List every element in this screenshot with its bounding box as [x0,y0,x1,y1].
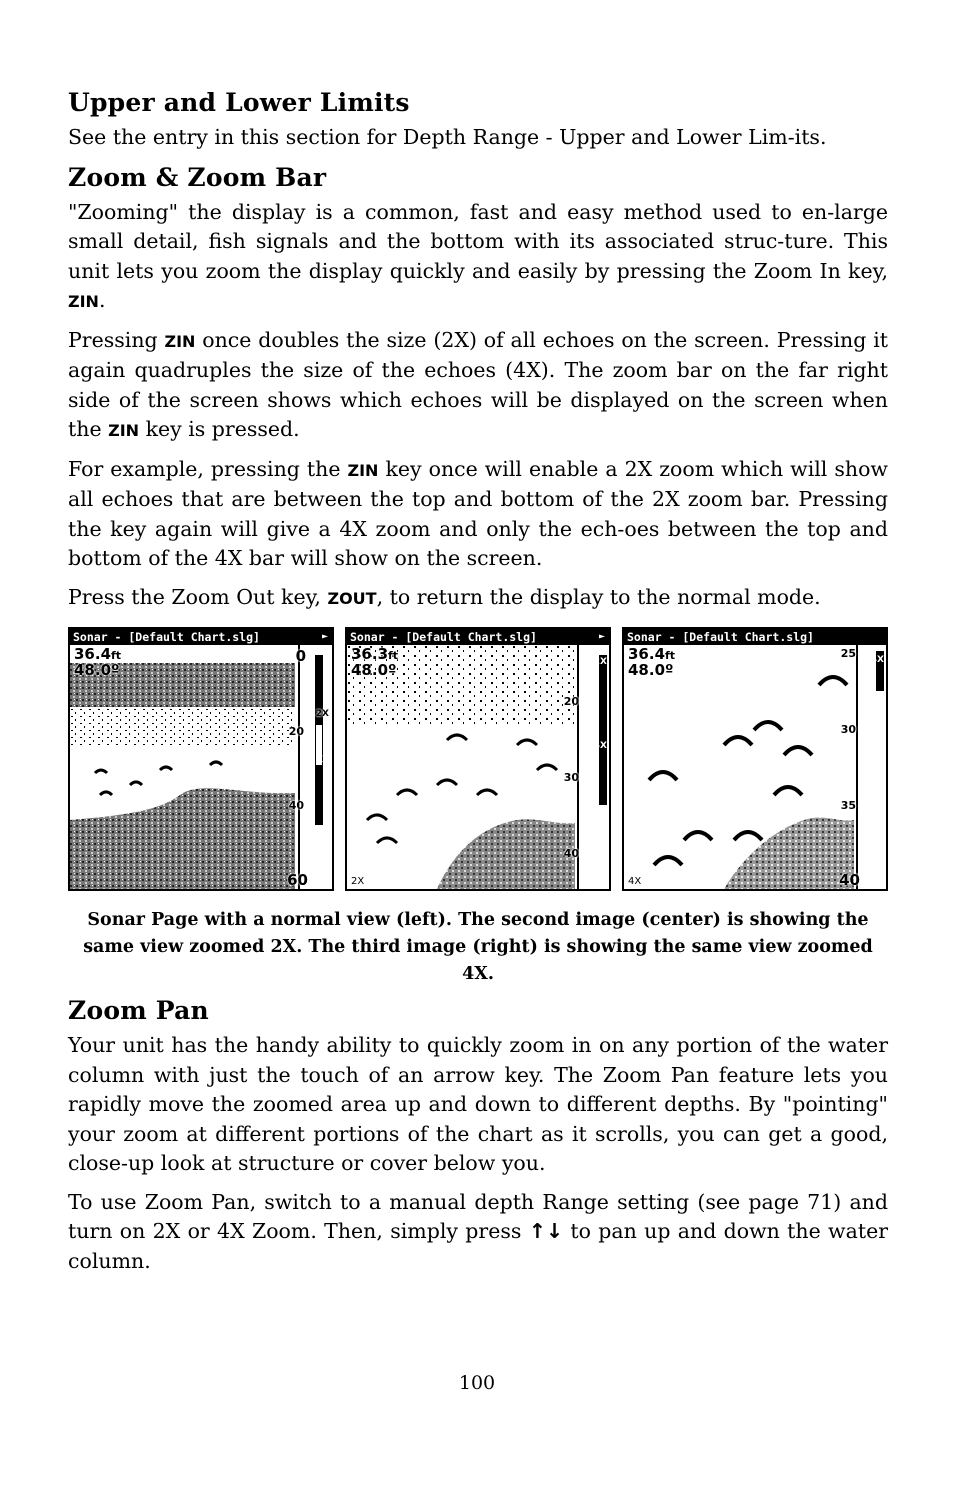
depth-tick: 0 [295,647,306,665]
text-run: "Zooming" the display is a common, fast and easy method used to en-large small detail, fish signals and the bottom with its associated struc-ture. This unit lets you zoom the display quickly and easily by pressing the Zoom In key, [68,199,888,283]
depth-tick: 20 [563,695,579,708]
key-zin: ZIN [108,421,140,440]
text-run: to pan up and down the water column. [68,1219,888,1273]
zoom-bar-label: 4X [593,741,607,751]
depth-tick: 25 [840,647,856,660]
sonar-title: Sonar - [Default Chart.slg] [73,630,260,644]
page-number: 100 [458,1372,496,1394]
text-run: once doubles the size (2X) of all echoes on the screen. Pressing it again quadruples the size of the echoes (4X). The zoom bar on the far right side of the screen shows which echoes will be displayed on the screen when the [68,327,888,441]
play-arrow-icon: ► [321,631,328,642]
sonar-screenshots [68,627,888,893]
sonar-title: Sonar - [Default Chart.slg] [627,630,814,644]
paragraph-zoom-3 [68,455,888,574]
key-zin: ZIN [164,331,196,351]
depth-value: 36.4 [74,645,112,663]
zoom-level-label: 4X [628,876,642,887]
text-run: To use Zoom Pan, switch to a manual depth Range setting (see page 71) and turn on 2X or 4X Zoom. Then, simply press [68,1189,888,1243]
figure-caption: Sonar Page with a normal view (left). The second image (center) is showing the same view zoomed 2X. The third image (right) is showing the same view zoomed 4X. [83,910,873,984]
depth-tick: 30 [563,771,579,784]
text-run: Pressing [68,327,165,352]
temperature-value: 48.0º [628,661,674,679]
zoom-level-label: 2X [351,876,365,887]
section-zoom-bar [68,163,888,614]
sonar-title-bar [347,629,609,645]
paragraph-zoom-pan-2 [68,1188,888,1277]
section-upper-lower-limits [68,88,888,153]
zoom-bar-label: 4X [870,655,884,665]
sonar-title-bar [70,629,332,645]
play-arrow-icon: ► [598,631,605,642]
up-down-arrows-icon: ↑↓ [528,1219,564,1243]
temperature-value: 48.0º [74,661,120,679]
sonar-screenshot-2x [345,627,611,891]
depth-tick: 30 [840,723,856,736]
paragraph-zoom-4 [68,583,888,614]
depth-tick: 35 [840,799,856,812]
text-run: Press the Zoom Out key, [68,584,328,609]
text-run: , to return the display to the normal mode. [376,584,821,609]
depth-unit: ft [111,649,122,662]
depth-value: 36.3 [351,645,389,663]
text-run: . [98,288,106,312]
text-run: For example, pressing the [68,456,348,481]
paragraph-zoom-pan-1: Your unit has the handy ability to quickly zoom in on any portion of the water column with just the touch of an arrow key. The Zoom Pan feature lets you rapidly move the zoomed area up and down to different depths. By "pointing" your zoom at different portions of the chart as it scrolls, you can get a good, close-up look at structure or cover below you. [68,1033,888,1175]
paragraph-upper-lower: See the entry in this section for Depth Range - Upper and Lower Lim-its. [68,125,827,149]
sonar-screenshot-normal [68,627,334,891]
paragraph-zoom-1 [68,198,888,317]
depth-unit: ft [388,649,399,662]
page-content [68,88,888,1286]
depth-value: 36.4 [628,645,666,663]
zoom-bar-label: 2X [593,657,607,667]
depth-tick: 20 [288,725,304,738]
depth-tick: 40 [839,871,860,889]
heading-upper-lower-limits: Upper and Lower Limits [68,88,410,117]
sonar-chart-image [70,645,332,889]
section-zoom-pan [68,996,888,1276]
sonar-title-bar [624,629,886,645]
zoom-bar-label: 4X [315,755,329,765]
sonar-chart-image [624,645,886,889]
depth-readout [628,647,675,678]
depth-readout [351,647,398,678]
depth-tick: 40 [563,847,579,860]
paragraph-zoom-2 [68,326,888,446]
sonar-title: Sonar - [Default Chart.slg] [350,630,537,644]
zoom-bar-label: 2X [315,709,329,719]
key-zin: ZIN [347,460,379,480]
key-zout: ZOUT [327,588,377,608]
text-run: key once will enable a 2X zoom which will show all echoes that are between the top and bottom of the 2X zoom bar. Pressing the key again will give a 4X zoom and only the ech-oes between the top and bottom of the 4X bar will show on the screen. [68,456,888,570]
text-run: key is pressed. [139,417,300,441]
heading-zoom-pan: Zoom Pan [68,996,209,1025]
depth-tick: 40 [288,799,304,812]
depth-readout [74,647,121,678]
heading-zoom-bar: Zoom & Zoom Bar [68,162,327,192]
depth-tick: 60 [287,871,308,889]
sonar-screenshot-4x [622,627,888,891]
temperature-value: 48.0º [351,661,397,679]
depth-unit: ft [665,649,676,662]
key-zin: ZIN [68,292,99,311]
